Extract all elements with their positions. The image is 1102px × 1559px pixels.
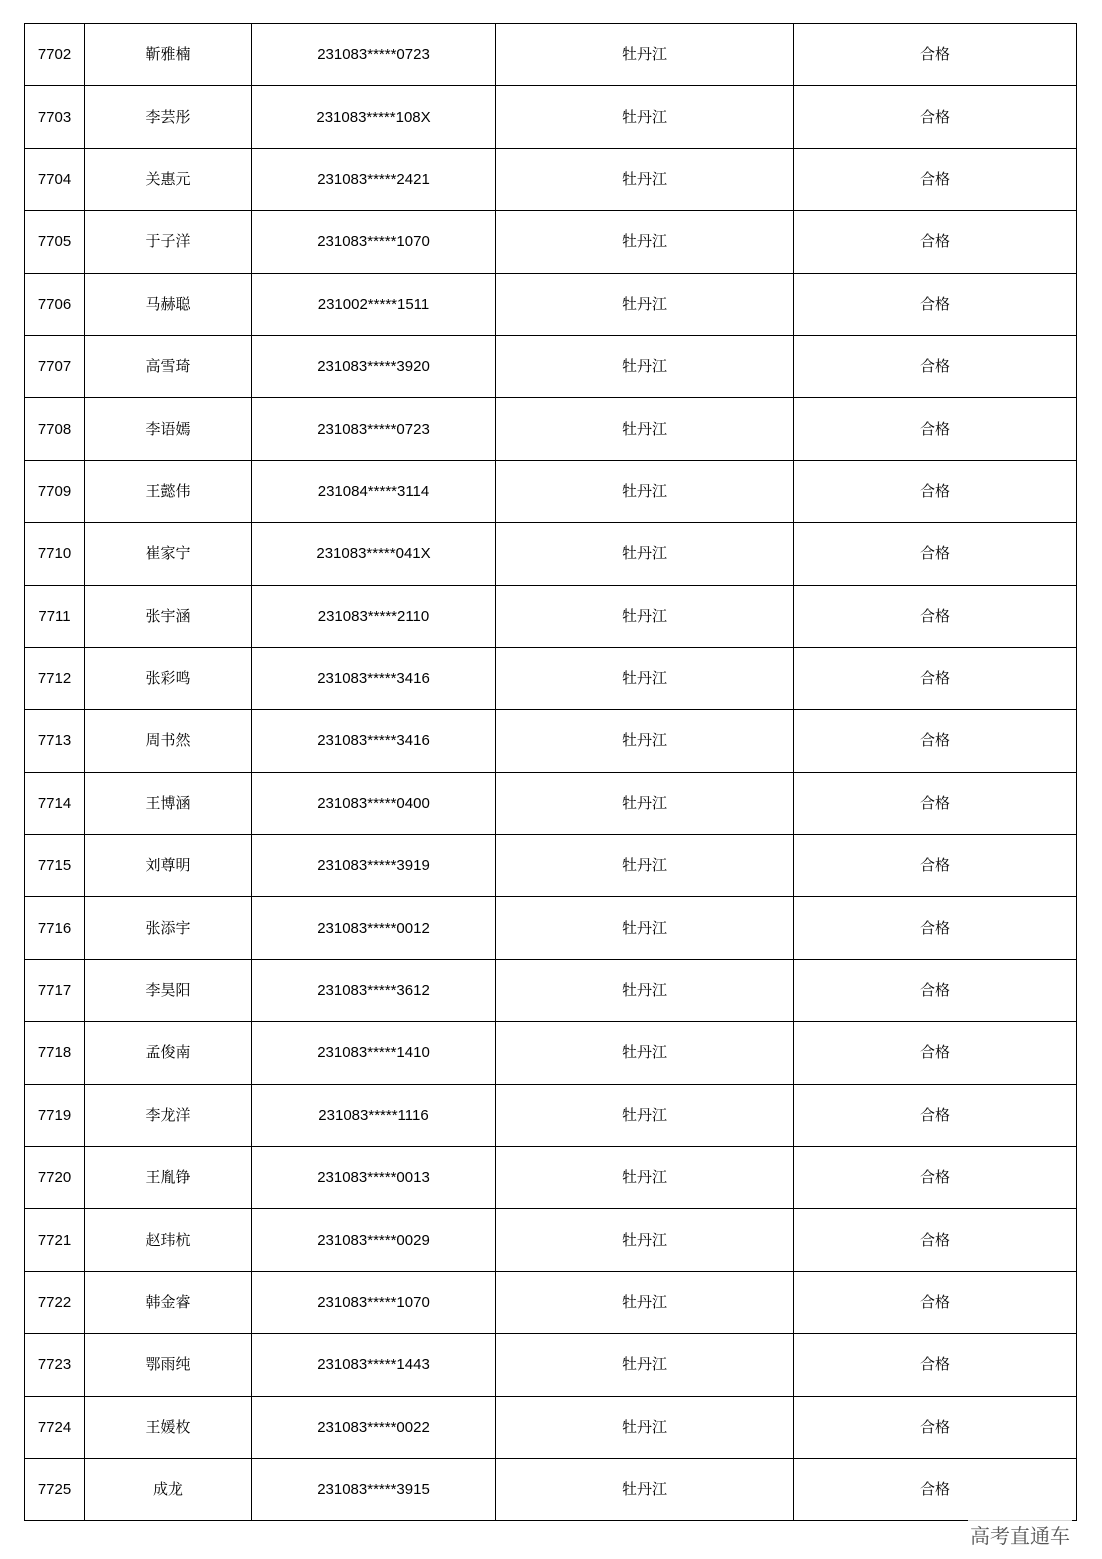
result: 合格 <box>794 86 1077 148</box>
result: 合格 <box>794 1084 1077 1146</box>
row-number: 7705 <box>25 211 85 273</box>
row-number: 7715 <box>25 835 85 897</box>
candidate-name: 李语嫣 <box>85 398 252 460</box>
result: 合格 <box>794 897 1077 959</box>
row-number: 7702 <box>25 24 85 86</box>
city: 牡丹江 <box>496 710 794 772</box>
row-number: 7706 <box>25 273 85 335</box>
city: 牡丹江 <box>496 897 794 959</box>
candidate-name: 高雪琦 <box>85 335 252 397</box>
table-row <box>25 398 1077 460</box>
table-row <box>25 1334 1077 1396</box>
row-number: 7711 <box>25 585 85 647</box>
candidate-name: 韩金睿 <box>85 1271 252 1333</box>
id-number: 231083*****0400 <box>252 772 496 834</box>
result: 合格 <box>794 959 1077 1021</box>
row-number: 7704 <box>25 148 85 210</box>
result: 合格 <box>794 460 1077 522</box>
candidate-name: 崔家宁 <box>85 523 252 585</box>
id-number: 231083*****2421 <box>252 148 496 210</box>
city: 牡丹江 <box>496 148 794 210</box>
row-number: 7722 <box>25 1271 85 1333</box>
candidate-name: 张宇涵 <box>85 585 252 647</box>
city: 牡丹江 <box>496 24 794 86</box>
result: 合格 <box>794 523 1077 585</box>
result: 合格 <box>794 1458 1077 1520</box>
candidate-name: 关惠元 <box>85 148 252 210</box>
candidate-name: 张彩鸣 <box>85 647 252 709</box>
id-number: 231083*****1116 <box>252 1084 496 1146</box>
table-row <box>25 1209 1077 1271</box>
table-row <box>25 772 1077 834</box>
candidate-name: 孟俊南 <box>85 1022 252 1084</box>
id-number: 231083*****3920 <box>252 335 496 397</box>
city: 牡丹江 <box>496 1334 794 1396</box>
result: 合格 <box>794 647 1077 709</box>
row-number: 7709 <box>25 460 85 522</box>
id-number: 231083*****0012 <box>252 897 496 959</box>
table-row <box>25 523 1077 585</box>
city: 牡丹江 <box>496 273 794 335</box>
row-number: 7721 <box>25 1209 85 1271</box>
watermark: 高考直通车 <box>968 1520 1072 1549</box>
city: 牡丹江 <box>496 835 794 897</box>
city: 牡丹江 <box>496 959 794 1021</box>
candidate-name: 马赫聪 <box>85 273 252 335</box>
result: 合格 <box>794 835 1077 897</box>
table-row <box>25 897 1077 959</box>
table-row <box>25 710 1077 772</box>
result: 合格 <box>794 1271 1077 1333</box>
table-row <box>25 460 1077 522</box>
city: 牡丹江 <box>496 1084 794 1146</box>
candidate-name: 赵玮杭 <box>85 1209 252 1271</box>
candidate-name: 鄂雨纯 <box>85 1334 252 1396</box>
id-number: 231083*****3919 <box>252 835 496 897</box>
city: 牡丹江 <box>496 86 794 148</box>
result: 合格 <box>794 772 1077 834</box>
id-number: 231084*****3114 <box>252 460 496 522</box>
id-number: 231083*****041X <box>252 523 496 585</box>
row-number: 7716 <box>25 897 85 959</box>
row-number: 7712 <box>25 647 85 709</box>
table-row <box>25 835 1077 897</box>
id-number: 231002*****1511 <box>252 273 496 335</box>
row-number: 7718 <box>25 1022 85 1084</box>
result: 合格 <box>794 1396 1077 1458</box>
id-number: 231083*****2110 <box>252 585 496 647</box>
row-number: 7713 <box>25 710 85 772</box>
id-number: 231083*****0029 <box>252 1209 496 1271</box>
table-row <box>25 585 1077 647</box>
table-row <box>25 647 1077 709</box>
roster-table <box>24 23 1077 1521</box>
row-number: 7710 <box>25 523 85 585</box>
table-row <box>25 86 1077 148</box>
city: 牡丹江 <box>496 585 794 647</box>
city: 牡丹江 <box>496 772 794 834</box>
id-number: 231083*****1070 <box>252 1271 496 1333</box>
id-number: 231083*****3915 <box>252 1458 496 1520</box>
row-number: 7724 <box>25 1396 85 1458</box>
table-row <box>25 335 1077 397</box>
candidate-name: 王懿伟 <box>85 460 252 522</box>
result: 合格 <box>794 1209 1077 1271</box>
result: 合格 <box>794 148 1077 210</box>
candidate-name: 于子洋 <box>85 211 252 273</box>
id-number: 231083*****3416 <box>252 710 496 772</box>
city: 牡丹江 <box>496 1022 794 1084</box>
city: 牡丹江 <box>496 1209 794 1271</box>
result: 合格 <box>794 211 1077 273</box>
result: 合格 <box>794 335 1077 397</box>
result: 合格 <box>794 710 1077 772</box>
id-number: 231083*****0723 <box>252 398 496 460</box>
row-number: 7717 <box>25 959 85 1021</box>
table-row <box>25 1271 1077 1333</box>
table-row <box>25 1147 1077 1209</box>
result: 合格 <box>794 1022 1077 1084</box>
id-number: 231083*****1070 <box>252 211 496 273</box>
result: 合格 <box>794 585 1077 647</box>
city: 牡丹江 <box>496 523 794 585</box>
row-number: 7720 <box>25 1147 85 1209</box>
city: 牡丹江 <box>496 398 794 460</box>
city: 牡丹江 <box>496 335 794 397</box>
table-row <box>25 273 1077 335</box>
candidate-name: 周书然 <box>85 710 252 772</box>
city: 牡丹江 <box>496 1147 794 1209</box>
result: 合格 <box>794 24 1077 86</box>
row-number: 7719 <box>25 1084 85 1146</box>
candidate-name: 李龙洋 <box>85 1084 252 1146</box>
candidate-name: 成龙 <box>85 1458 252 1520</box>
id-number: 231083*****1410 <box>252 1022 496 1084</box>
candidate-name: 李芸彤 <box>85 86 252 148</box>
candidate-name: 王博涵 <box>85 772 252 834</box>
row-number: 7725 <box>25 1458 85 1520</box>
id-number: 231083*****0022 <box>252 1396 496 1458</box>
result: 合格 <box>794 398 1077 460</box>
row-number: 7708 <box>25 398 85 460</box>
table-row <box>25 959 1077 1021</box>
table-row <box>25 1022 1077 1084</box>
city: 牡丹江 <box>496 460 794 522</box>
candidate-name: 刘尊明 <box>85 835 252 897</box>
candidate-name: 王媛枚 <box>85 1396 252 1458</box>
city: 牡丹江 <box>496 1271 794 1333</box>
id-number: 231083*****3416 <box>252 647 496 709</box>
candidate-name: 张添宇 <box>85 897 252 959</box>
table-row <box>25 211 1077 273</box>
id-number: 231083*****3612 <box>252 959 496 1021</box>
city: 牡丹江 <box>496 1458 794 1520</box>
row-number: 7707 <box>25 335 85 397</box>
result: 合格 <box>794 1334 1077 1396</box>
table-row <box>25 24 1077 86</box>
id-number: 231083*****108X <box>252 86 496 148</box>
row-number: 7703 <box>25 86 85 148</box>
city: 牡丹江 <box>496 211 794 273</box>
id-number: 231083*****0013 <box>252 1147 496 1209</box>
city: 牡丹江 <box>496 647 794 709</box>
id-number: 231083*****0723 <box>252 24 496 86</box>
table-row <box>25 148 1077 210</box>
row-number: 7723 <box>25 1334 85 1396</box>
candidate-name: 靳雅楠 <box>85 24 252 86</box>
candidate-name: 李昊阳 <box>85 959 252 1021</box>
table-row <box>25 1458 1077 1520</box>
candidate-name: 王胤铮 <box>85 1147 252 1209</box>
table-row <box>25 1084 1077 1146</box>
city: 牡丹江 <box>496 1396 794 1458</box>
result: 合格 <box>794 273 1077 335</box>
id-number: 231083*****1443 <box>252 1334 496 1396</box>
result: 合格 <box>794 1147 1077 1209</box>
table-row <box>25 1396 1077 1458</box>
row-number: 7714 <box>25 772 85 834</box>
